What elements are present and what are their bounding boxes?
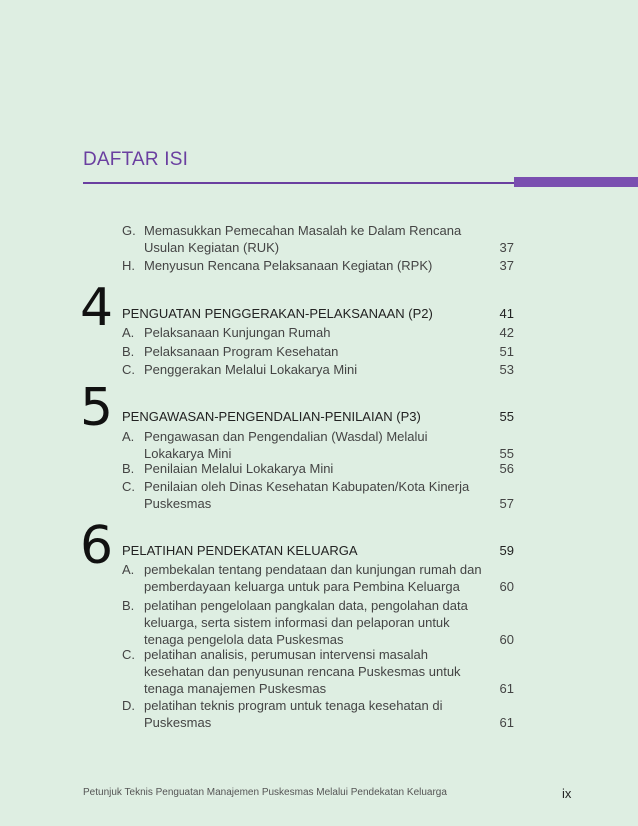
entry-text: pelatihan analisis, perumusan intervensi masalah kesehatan dan penyusunan rencana Puskesmas untuk tenaga manajemen Puskesmas bbox=[144, 647, 461, 696]
entry-page: 60 bbox=[499, 632, 514, 647]
entry-page: 61 bbox=[499, 681, 514, 696]
toc-chapter-5[interactable] bbox=[122, 408, 514, 425]
entry-page: 51 bbox=[499, 344, 514, 359]
entry-letter: C. bbox=[122, 362, 135, 377]
toc-entry-4c[interactable] bbox=[122, 361, 514, 378]
toc-entry-6d[interactable] bbox=[122, 697, 514, 731]
toc-chapter-4[interactable] bbox=[122, 305, 514, 322]
toc-entry-5a[interactable] bbox=[122, 428, 514, 462]
page-title: DAFTAR ISI bbox=[83, 149, 189, 170]
chapter-page: 59 bbox=[499, 543, 514, 558]
toc-entry-5b[interactable] bbox=[122, 460, 514, 477]
chapter-page: 55 bbox=[499, 409, 514, 424]
entry-letter: C. bbox=[122, 647, 135, 662]
entry-page: 42 bbox=[499, 325, 514, 340]
toc-entry-6c[interactable] bbox=[122, 646, 514, 697]
entry-page: 37 bbox=[499, 258, 514, 273]
chapter-title: PELATIHAN PENDEKATAN KELUARGA bbox=[122, 543, 358, 558]
toc-chapter-6[interactable] bbox=[122, 542, 514, 559]
entry-text: pembekalan tentang pendataan dan kunjungan rumah dan pemberdayaan keluarga untuk para Pembina Keluarga bbox=[144, 562, 482, 594]
entry-page: 57 bbox=[499, 496, 514, 511]
toc-entry-6a[interactable] bbox=[122, 561, 514, 595]
entry-letter: B. bbox=[122, 461, 135, 476]
toc-entry-5c[interactable] bbox=[122, 478, 514, 512]
toc-entry-4a[interactable] bbox=[122, 324, 514, 341]
title-rule bbox=[83, 182, 514, 184]
chapter-title: PENGAWASAN-PENGENDALIAN-PENILAIAN (P3) bbox=[122, 409, 421, 424]
chapter-number-5: 5 bbox=[80, 378, 114, 438]
entry-page: 60 bbox=[499, 579, 514, 594]
entry-letter: D. bbox=[122, 698, 135, 713]
entry-letter: A. bbox=[122, 325, 135, 340]
entry-letter: G. bbox=[122, 223, 136, 238]
entry-text: Pelaksanaan Program Kesehatan bbox=[144, 344, 339, 359]
entry-page: 55 bbox=[499, 446, 514, 461]
entry-text: Memasukkan Pemecahan Masalah ke Dalam Rencana Usulan Kegiatan (RUK) bbox=[144, 223, 462, 255]
chapter-number-4: 4 bbox=[80, 278, 114, 338]
entry-page: 61 bbox=[499, 715, 514, 730]
entry-letter: A. bbox=[122, 429, 135, 444]
page-footer: Petunjuk Teknis Penguatan Manajemen Puskesmas Melalui Pendekatan Keluarga bbox=[83, 787, 447, 798]
toc-entry-g[interactable] bbox=[122, 222, 514, 256]
toc-entry-h[interactable] bbox=[122, 257, 514, 274]
entry-page: 56 bbox=[499, 461, 514, 476]
entry-letter: H. bbox=[122, 258, 135, 273]
entry-text: Pengawasan dan Pengendalian (Wasdal) Melalui Lokakarya Mini bbox=[144, 429, 428, 461]
chapter-page: 41 bbox=[499, 306, 514, 321]
entry-page: 53 bbox=[499, 362, 514, 377]
entry-page: 37 bbox=[499, 240, 514, 255]
title-rule-accent bbox=[514, 177, 638, 187]
entry-text: Penilaian oleh Dinas Kesehatan Kabupaten/Kota Kinerja Puskesmas bbox=[144, 479, 470, 511]
entry-text: Penilaian Melalui Lokakarya Mini bbox=[144, 461, 334, 476]
chapter-number-6: 6 bbox=[80, 516, 114, 576]
chapter-title: PENGUATAN PENGGERAKAN-PELAKSANAAN (P2) bbox=[122, 306, 433, 321]
entry-text: Pelaksanaan Kunjungan Rumah bbox=[144, 325, 331, 340]
entry-text: Menyusun Rencana Pelaksanaan Kegiatan (RPK) bbox=[144, 258, 433, 273]
entry-letter: B. bbox=[122, 344, 135, 359]
page-number: ix bbox=[562, 786, 572, 801]
entry-letter: C. bbox=[122, 479, 135, 494]
entry-text: pelatihan pengelolaan pangkalan data, pengolahan data keluarga, serta sistem informasi dan pelaporan untuk tenaga pengelola data Puskesmas bbox=[144, 598, 468, 647]
entry-letter: A. bbox=[122, 562, 135, 577]
toc-entry-4b[interactable] bbox=[122, 343, 514, 360]
entry-letter: B. bbox=[122, 598, 135, 613]
entry-text: Penggerakan Melalui Lokakarya Mini bbox=[144, 362, 358, 377]
entry-text: pelatihan teknis program untuk tenaga kesehatan di Puskesmas bbox=[144, 698, 443, 730]
toc-entry-6b[interactable] bbox=[122, 597, 514, 648]
